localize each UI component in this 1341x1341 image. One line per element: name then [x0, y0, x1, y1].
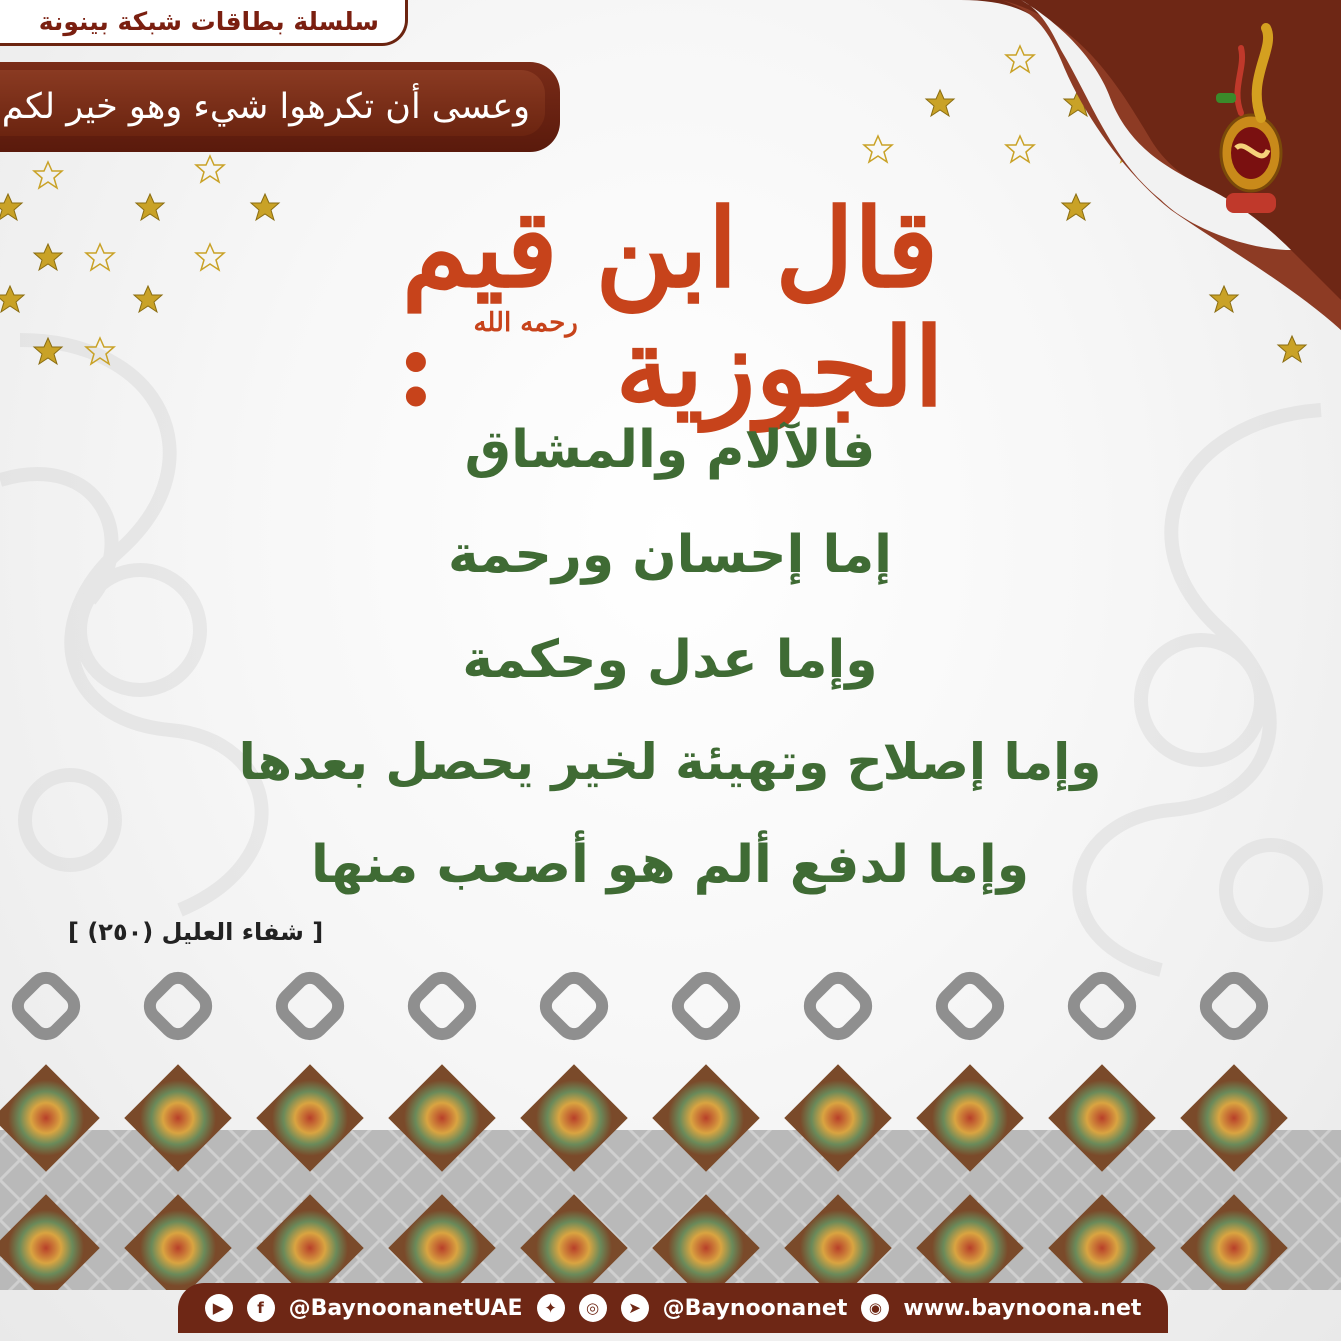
verse-banner-text: وعسى أن تكرهوا شيء وهو خير لكم — [1, 87, 530, 127]
quote-line-5: وإما لدفع ألم هو أصعب منها — [310, 835, 1030, 895]
heading-honorific: رحمه الله — [473, 307, 578, 338]
twitter-icon[interactable]: ✦ — [537, 1294, 565, 1322]
heading-colon: : — [396, 304, 436, 431]
quote-line-2: إما إحسان ورحمة — [447, 525, 892, 585]
footer-website[interactable]: www.baynoona.net — [903, 1295, 1142, 1321]
footer-handle-uae[interactable]: @BaynoonanetUAE — [288, 1295, 523, 1321]
web-icon[interactable]: ◉ — [861, 1294, 889, 1322]
quote-line-4: وإما إصلاح وتهيئة لخير يحصل بعدها — [238, 733, 1102, 791]
heading — [310, 186, 1030, 431]
verse-banner — [0, 62, 560, 152]
series-title-tab — [0, 0, 408, 46]
baynoona-logo — [1206, 18, 1301, 228]
instagram-icon[interactable]: ◎ — [579, 1294, 607, 1322]
quote-line-3: وإما عدل وحكمة — [462, 630, 878, 690]
footer-handle[interactable]: @Baynoonanet — [662, 1295, 848, 1321]
series-title: سلسلة بطاقات شبكة بينونة — [38, 7, 379, 36]
facebook-icon[interactable]: f — [247, 1294, 275, 1322]
youtube-icon[interactable]: ▶ — [205, 1294, 233, 1322]
telegram-icon[interactable]: ➤ — [621, 1294, 649, 1322]
heading-main: قال ابن قيم الجوزية — [401, 186, 944, 431]
source-citation: [ شفاء العليل (٢٥٠) ] — [68, 918, 324, 946]
geometric-tile-pattern — [0, 960, 1341, 1290]
quote-line-1: فالآلام والمشاق — [464, 420, 876, 480]
footer-bar — [178, 1283, 1168, 1333]
